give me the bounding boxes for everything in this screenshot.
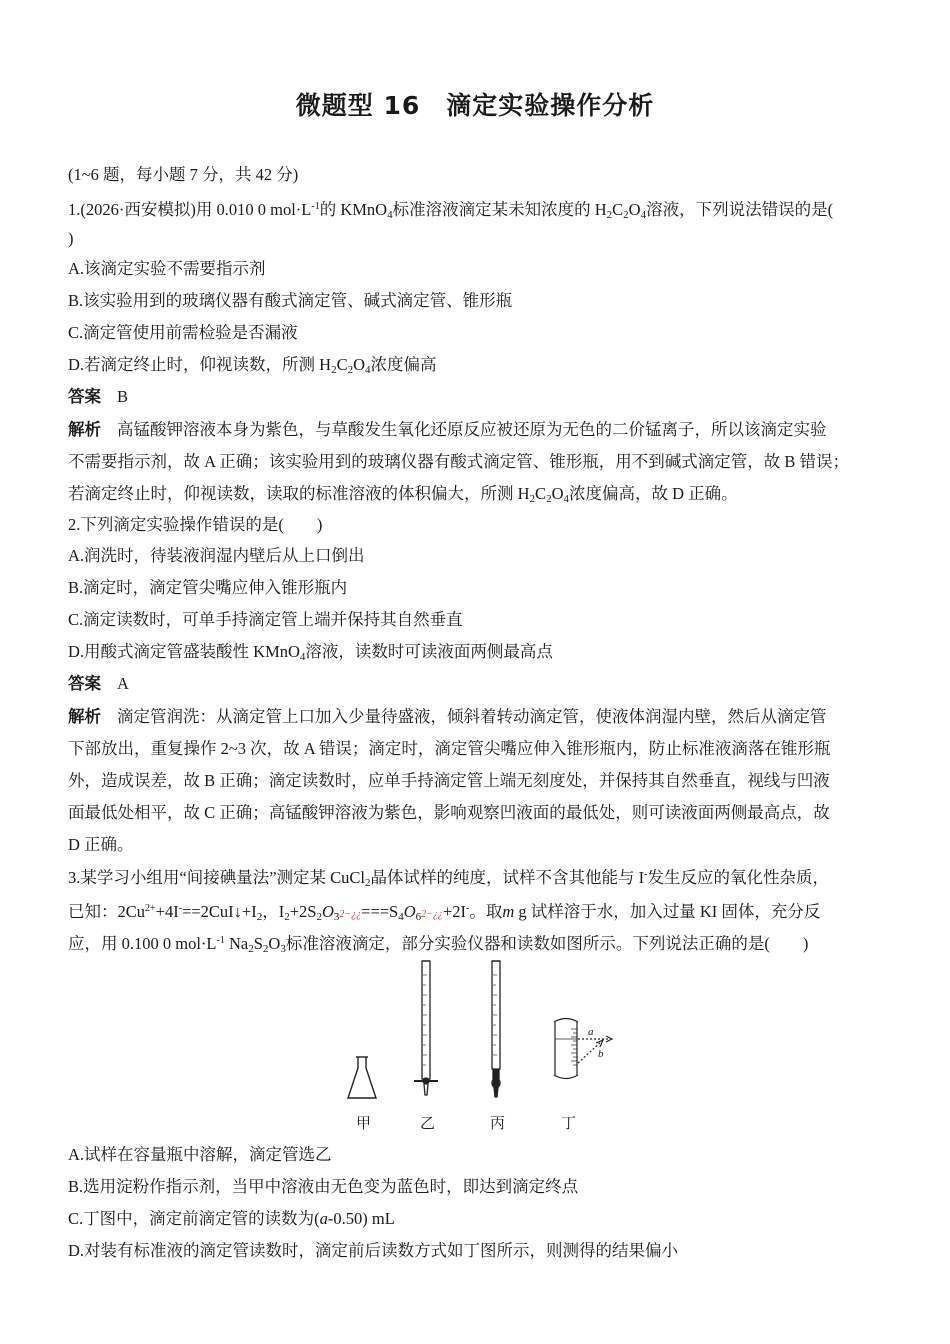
q2-analysis-line3: 外，造成误差，故 B 正确；滴定读数时，应单手持滴定管上端无刻度处，并保持其自然垂直，视线与凹液 (68, 771, 830, 790)
reading-b-label: b (598, 1048, 604, 1060)
q3-stem-line3: 应，用 0.100 0 $mol\cdot L^{-1}$ $Na_2S_2O_3$标准溶液滴定，部分实验仪器和读数如图所示。下列说法正确的是( ) (68, 934, 809, 955)
q3-stem-line2: 已知：$2Cu^{2+}+4I^-==2CuI↓+I_2$，$I_2+2S_2O_32-¿¿===S_4O_62-¿¿+2I^-$。取m g 试样溶于水，加入过量 KI 固体，充分反 (68, 902, 821, 923)
q2-analysis-line5: D 正确。 (68, 835, 134, 854)
q1-analysis-line1: 解析 高锰酸钾溶液本身为紫色，与草酸发生氧化还原反应被还原为无色的二价锰离子，所以该滴定实验 (68, 420, 827, 439)
q2-answer: 答案 A (68, 674, 129, 693)
answer-label: 答案 (68, 674, 101, 693)
q2-analysis-line2: 下部放出，重复操作 2~3 次，故 A 错误；滴定时，滴定管尖嘴应伸入锥形瓶内，防止标准液滴落在锥形瓶 (68, 739, 831, 758)
q3-option-c: C.丁图中，滴定前滴定管的读数为(a-0.50) mL (68, 1209, 395, 1228)
intro-line: (1~6 题，每小题 7 分，共 42 分) (68, 165, 299, 184)
q1-option-b: B.该实验用到的玻璃仪器有酸式滴定管、碱式滴定管、锥形瓶 (68, 291, 513, 310)
reading-a-label: a (588, 1026, 594, 1038)
q1-option-d: D.若滴定终止时，仰视读数，所测 $H_2C_2O_4$浓度偏高 (68, 355, 437, 376)
q1-analysis-line2: 不需要指示剂，故 A 正确；该实验用到的玻璃仪器有酸式滴定管、锥形瓶，用不到碱式滴定管，故 B 错误； (68, 452, 850, 471)
analysis-label: 解析 (68, 420, 101, 439)
q3-option-a: A.试样在容量瓶中溶解，滴定管选乙 (68, 1145, 332, 1164)
q2-analysis-line1: 解析 滴定管润洗：从滴定管上口加入少量待盛液，倾斜着转动滴定管，使液体润湿内壁，然后从滴定管 (68, 707, 827, 726)
figure-label-yi: 乙 (420, 1114, 436, 1132)
page-title: 微题型 16 滴定实验操作分析 (295, 91, 655, 120)
figure-label-jia: 甲 (356, 1114, 372, 1132)
q2-stem: 2.下列滴定实验操作错误的是( ) (68, 515, 323, 534)
acid-burette-icon (414, 961, 438, 1095)
figure-label-ding: 丁 (561, 1114, 577, 1132)
apparatus-figure (330, 955, 630, 1105)
q3-option-d: D.对装有标准液的滴定管读数时，滴定前后读数方式如丁图所示，则测得的结果偏小 (68, 1241, 679, 1260)
q2-analysis-line4: 面最低处相平，故 C 正确；高锰酸钾溶液为紫色，影响观察凹液面的最低处，则可读液面两侧最高点，故 (68, 803, 830, 822)
analysis-label: 解析 (68, 707, 101, 726)
q1-option-c: C.滴定管使用前需检验是否漏液 (68, 323, 298, 342)
base-burette-icon (492, 961, 500, 1097)
figure-label-bing: 丙 (490, 1114, 506, 1132)
conical-flask-icon (348, 1057, 376, 1098)
answer-label: 答案 (68, 387, 101, 406)
q2-option-b: B.滴定时，滴定管尖嘴应伸入锥形瓶内 (68, 578, 348, 597)
q3-option-b: B.选用淀粉作指示剂，当甲中溶液由无色变为蓝色时，即达到滴定终点 (68, 1177, 579, 1196)
q2-option-c: C.滴定读数时，可单手持滴定管上端并保持其自然垂直 (68, 610, 463, 629)
q1-option-a: A.该滴定实验不需要指示剂 (68, 259, 266, 278)
q2-option-a: A.润洗时，待装液润湿内壁后从上口倒出 (68, 546, 365, 565)
q1-answer: 答案 B (68, 387, 129, 406)
q2-option-d: D.用酸式滴定管盛装酸性 KMnO$_4$溶液，读数时可读液面两侧最高点 (68, 642, 553, 663)
q1-stem-line2: ) (68, 229, 74, 248)
q1-analysis-line3: 若滴定终止时，仰视读数，读取的标准溶液的体积偏大，所测 $H_2C_2O_4$浓度偏高，故 D 正确。 (68, 484, 738, 505)
q3-stem-line1: 3.某学习小组用“间接碘量法”测定某 CuCl$_2$晶体试样的纯度，试样不含其他能与 I-发生反应的氧化性杂质， (68, 868, 829, 889)
q1-stem: 1.(2026·西安模拟)用 0.010 0 $mol\cdot L^{-1}$的 KMnO$_4$标准溶液滴定某未知浓度的 $H_2C_2O_4$溶液，下列说法错误的是( (68, 200, 834, 221)
